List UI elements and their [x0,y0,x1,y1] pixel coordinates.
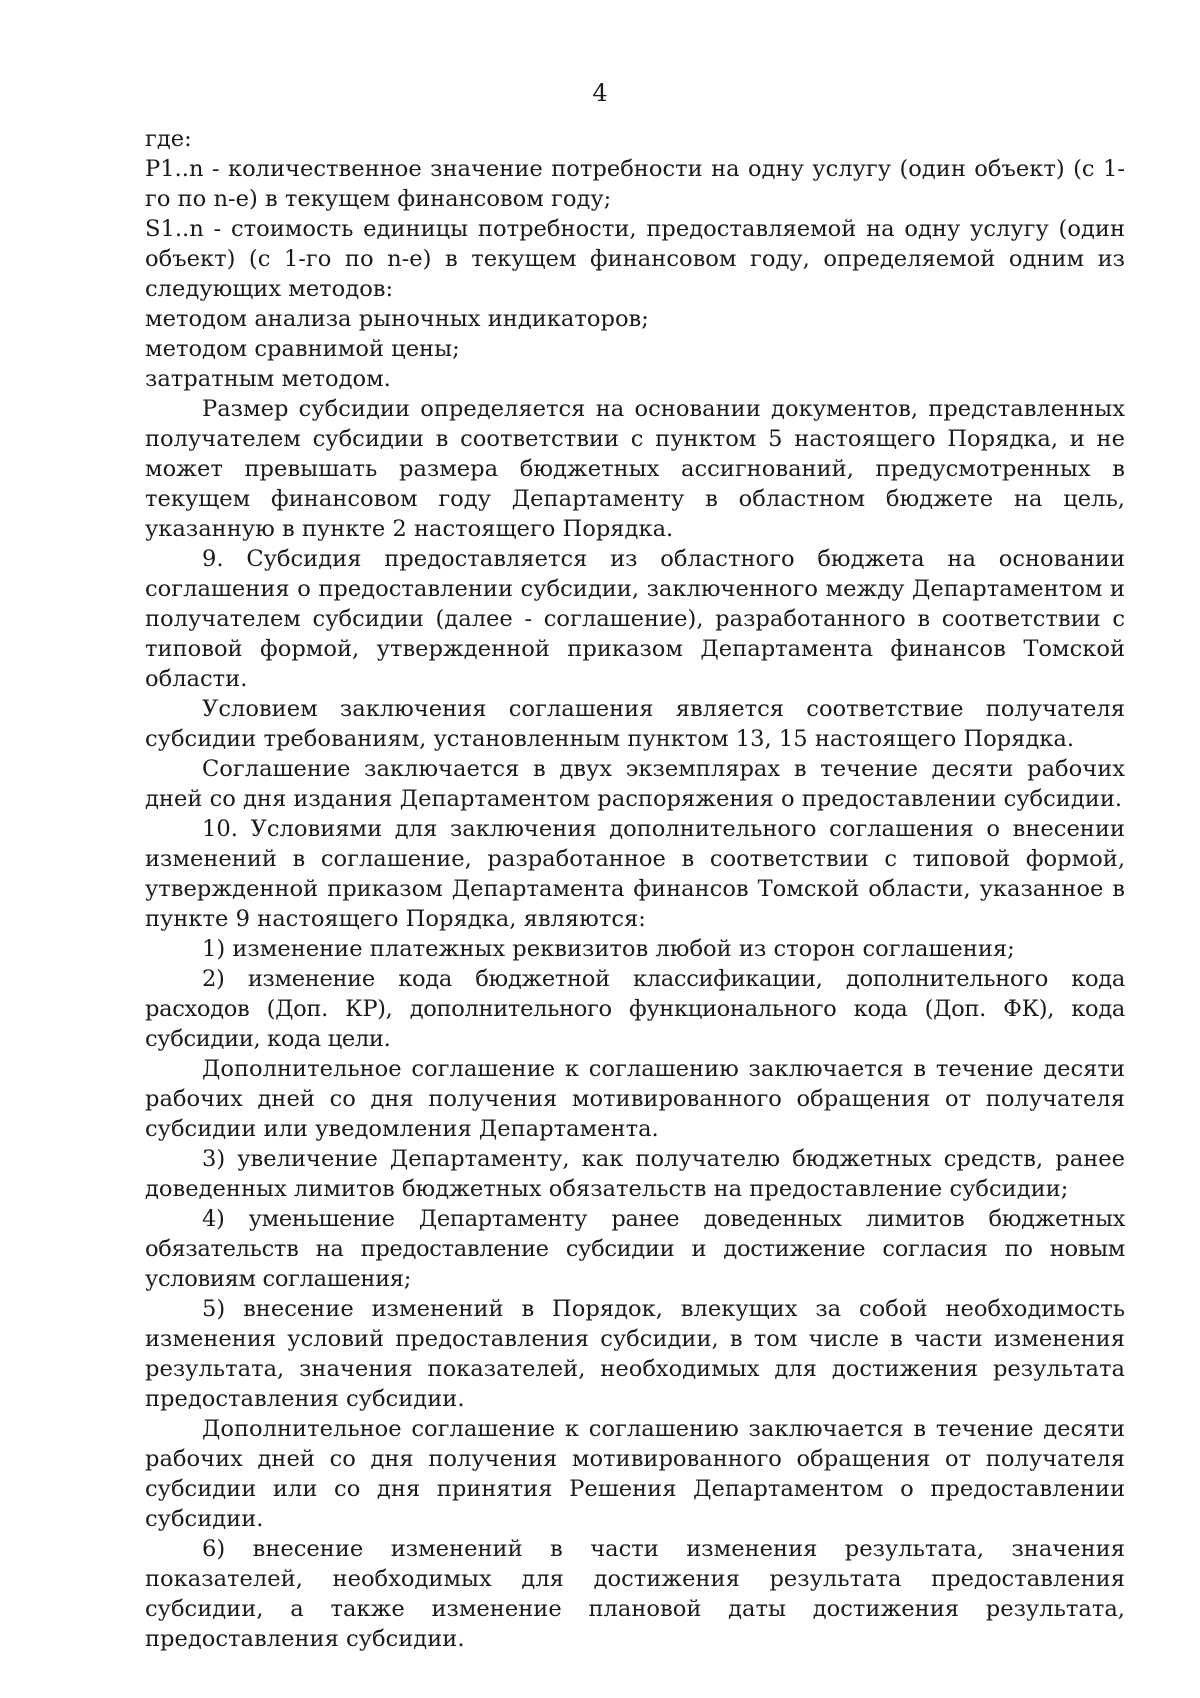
document-body [145,124,1125,1654]
paragraph-method-cost: затратным методом. [145,366,391,392]
paragraph-clause-10: 10. Условиями для заключения дополнительного соглашения о внесении изменений в соглашение, разработанное в соответствии с типовой формой, утвержденной приказом Департамента финансов Томской области, указанное в пункте 9 настоящего Порядка, являются: [145,816,1125,932]
paragraph-item-3: 3) увеличение Департаменту, как получателю бюджетных средств, ранее доведенных лимитов бюджетных обязательств на предоставление субсидии; [145,1146,1125,1202]
paragraph-agreement-term: Соглашение заключается в двух экземплярах в течение десяти рабочих дней со дня издания Департаментом распоряжения о предоставлении субсидии. [145,756,1125,812]
page-number: 4 [592,79,608,107]
paragraph-s-definition: S1..n - стоимость единицы потребности, предоставляемой на одну услугу (один объект) (с 1-го по n-е) в текущем финансовом году, определяемой одним из следующих методов: [145,216,1125,302]
paragraph-method-comparable: методом сравнимой цены; [145,336,460,362]
paragraph-where: где: [145,126,192,152]
paragraph-subsidy-size: Размер субсидии определяется на основании документов, представленных получателем субсидии в соответствии с пунктом 5 настоящего Порядка, и не может превышать размера бюджетных ассигнований, предусмотренных в текущем финансовом году Департаменту в областном бюджете на цель, указанную в пункте 2 настоящего Порядка. [145,396,1125,542]
paragraph-item-5: 5) внесение изменений в Порядок, влекущих за собой необходимость изменения условий предоставления субсидии, в том числе в части изменения результата, значения показателей, необходимых для достижения результата предоставления субсидии. [145,1296,1125,1412]
paragraph-item-4: 4) уменьшение Департаменту ранее доведенных лимитов бюджетных обязательств на предоставление субсидии и достижение согласия по новым условиям соглашения; [145,1206,1125,1292]
paragraph-additional-agreement-2: Дополнительное соглашение к соглашению заключается в течение десяти рабочих дней со дня получения мотивированного обращения от получателя субсидии или со дня принятия Решения Департаментом о предоставлении субсидии. [145,1416,1125,1532]
paragraph-additional-agreement-1: Дополнительное соглашение к соглашению заключается в течение десяти рабочих дней со дня получения мотивированного обращения от получателя субсидии или уведомления Департамента. [145,1056,1125,1142]
paragraph-clause-9: 9. Субсидия предоставляется из областного бюджета на основании соглашения о предоставлении субсидии, заключенного между Департаментом и получателем субсидии (далее - соглашение), разработанного в соответствии с типовой формой, утвержденной приказом Департамента финансов Томской области. [145,546,1125,692]
paragraph-p-definition: P1..n - количественное значение потребности на одну услугу (один объект) (с 1-го по n-е) в текущем финансовом году; [145,156,1125,212]
paragraph-item-6: 6) внесение изменений в части изменения результата, значения показателей, необходимых для достижения результата предоставления субсидии, а также изменение плановой даты достижения результата, предоставления субсидии. [145,1536,1125,1652]
paragraph-agreement-condition: Условием заключения соглашения является соответствие получателя субсидии требованиям, установленным пунктом 13, 15 настоящего Порядка. [145,696,1125,752]
paragraph-item-2: 2) изменение кода бюджетной классификации, дополнительного кода расходов (Доп. КР), дополнительного функционального кода (Доп. ФК), кода субсидии, кода цели. [145,966,1125,1052]
paragraph-method-market: методом анализа рыночных индикаторов; [145,306,649,332]
paragraph-item-1: 1) изменение платежных реквизитов любой из сторон соглашения; [202,936,1015,962]
